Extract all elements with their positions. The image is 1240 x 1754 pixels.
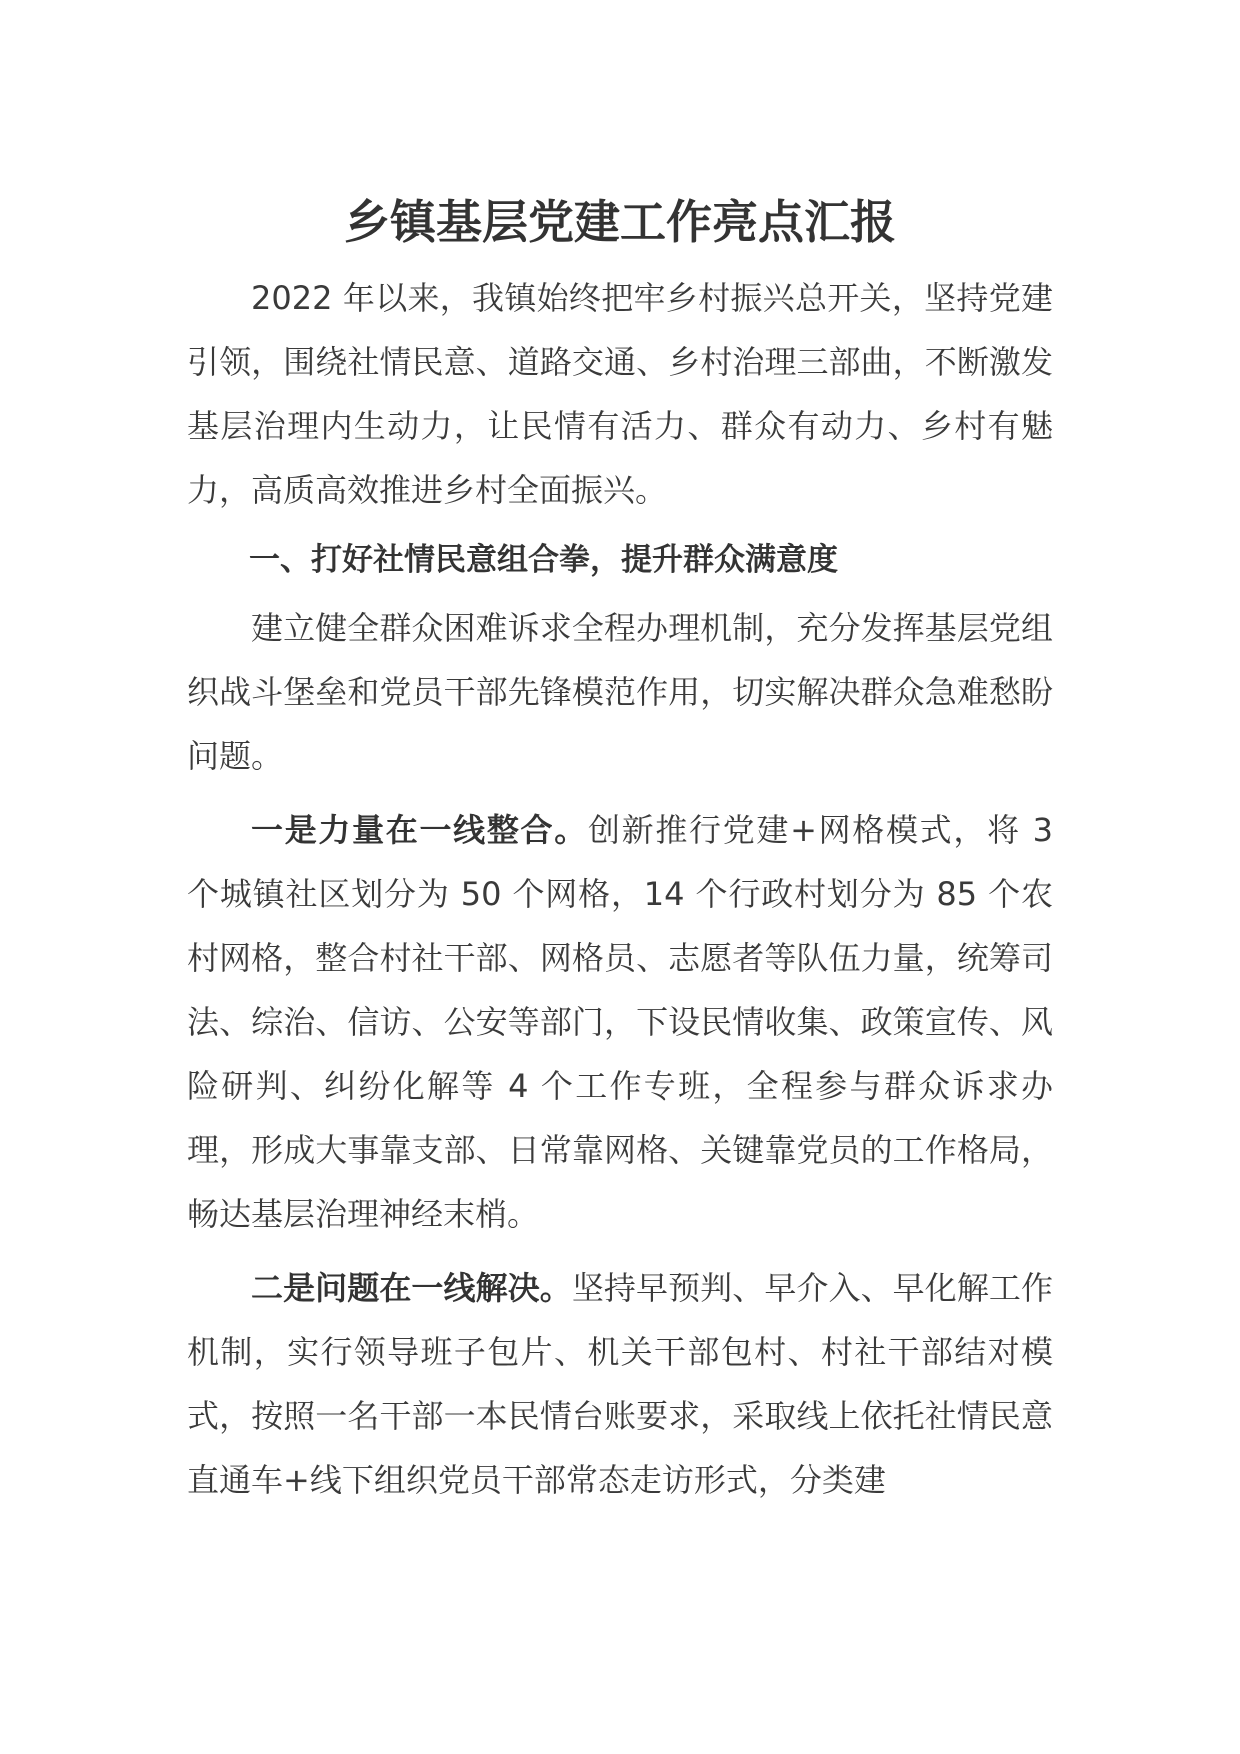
point-1-text: 创新推行党建+网格模式，将 3 个城镇社区划分为 50 个网格，14 个行政村划分为 85 个农村网格，整合村社干部、网格员、志愿者等队伍力量，统筹司法、综治、信访、公安等部门，下设民情收集、政策宣传、风险研判、纠纷化解等 4 个工作专班，全程参与群众诉求办理，形成大事靠支部、日常靠网格、关键靠党员的工作格局，畅达基层治理神经末梢。 [187, 811, 1053, 1233]
point-paragraph-1 [187, 798, 1053, 1246]
point-2-text: 坚持早预判、早介入、早化解工作机制，实行领导班子包片、机关干部包村、村社干部结对模式，按照一名干部一本民情台账要求，采取线上依托社情民意直通车+线下组织党员干部常态走访形式，分类建 [187, 1269, 1053, 1499]
document-title: 乡镇基层党建工作亮点汇报 [344, 195, 896, 249]
point-paragraph-2 [187, 1256, 1053, 1512]
point-1-lead: 一是力量在一线整合。 [251, 811, 588, 849]
point-2-lead: 二是问题在一线解决。 [251, 1269, 572, 1307]
document-body [187, 266, 1053, 1512]
section-heading: 一、打好社情民意组合拳，提升群众满意度 [249, 542, 838, 578]
section-paragraph: 建立健全群众困难诉求全程办理机制，充分发挥基层党组织战斗堡垒和党员干部先锋模范作用，切实解决群众急难愁盼问题。 [187, 609, 1053, 775]
intro-paragraph: 2022 年以来，我镇始终把牢乡村振兴总开关，坚持党建引领，围绕社情民意、道路交通、乡村治理三部曲，不断激发基层治理内生动力，让民情有活力、群众有动力、乡村有魅力，高质高效推进乡村全面振兴。 [187, 279, 1053, 509]
